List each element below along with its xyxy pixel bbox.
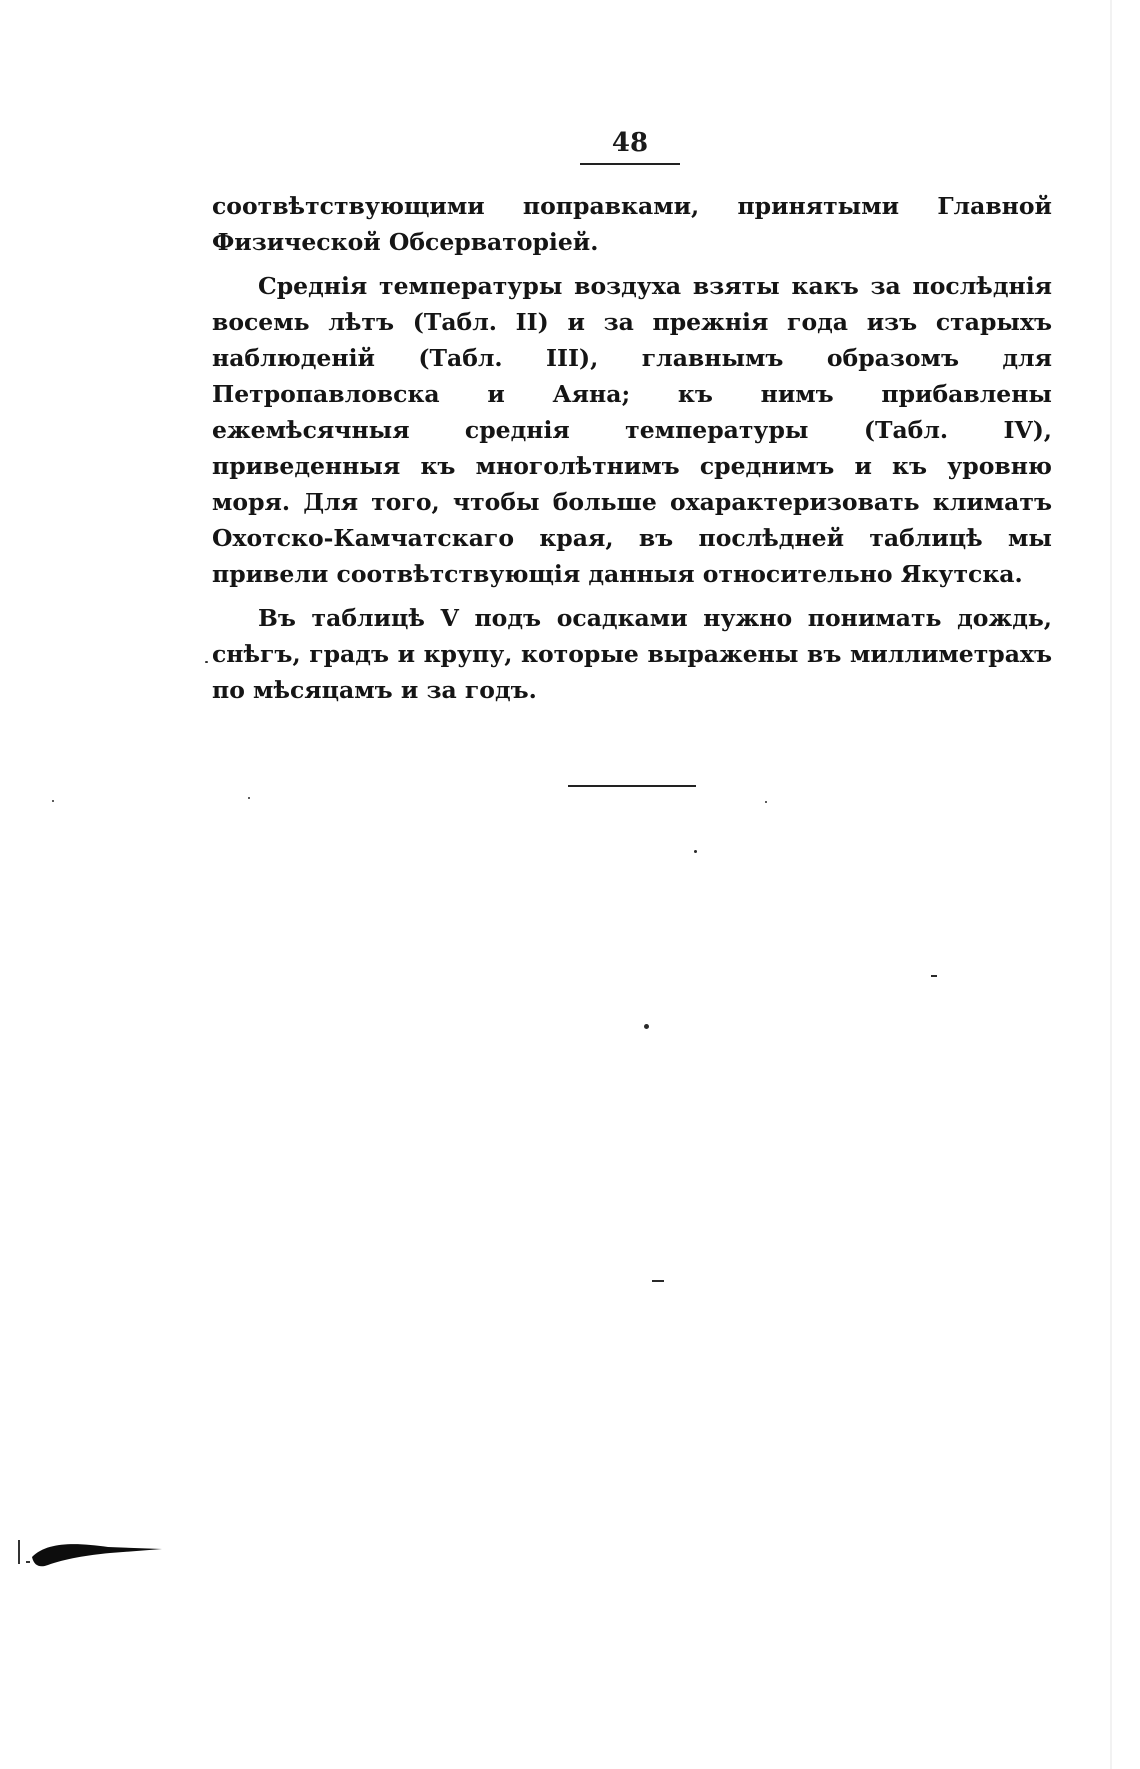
scan-speck <box>652 1280 664 1282</box>
scan-speck <box>765 801 767 803</box>
paragraph-1: соотвѣтствующими поправками, принятыми Главной Физической Обсерваторіей. <box>212 192 1052 256</box>
page-number: 48 <box>611 128 649 158</box>
scan-speck <box>644 1024 649 1029</box>
scan-speck <box>694 850 697 853</box>
section-end-rule <box>568 785 696 787</box>
ink-smudge <box>18 1535 168 1595</box>
scan-speck <box>931 975 937 977</box>
page-number-underline <box>580 163 680 165</box>
scan-speck <box>205 661 208 663</box>
paragraph-3: Въ таблицѣ V подъ осадками нужно понимать дождь, снѣгъ, градъ и крупу, которые выражены въ миллиметрахъ по мѣсяцамъ и за годъ. <box>212 604 1052 704</box>
body-text <box>212 188 1052 708</box>
scan-edge-shadow <box>1110 0 1112 1769</box>
scan-speck <box>52 800 54 802</box>
scan-speck <box>248 797 250 799</box>
paragraph-2: Среднія температуры воздуха взяты какъ за послѣднія восемь лѣтъ (Табл. II) и за прежнія года изъ старыхъ наблюденій (Табл. III), главнымъ образомъ для Петропавловска и Аяна; къ нимъ прибавлены ежемѣсячныя среднія температуры (Табл. IV), приведенныя къ многолѣтнимъ среднимъ и къ уровню моря. Для того, чтобы больше охарактеризовать климатъ Охотско-Камчатскаго края, въ послѣдней таблицѣ мы привели соотвѣтствующія данныя относительно Якутска. <box>212 272 1052 588</box>
